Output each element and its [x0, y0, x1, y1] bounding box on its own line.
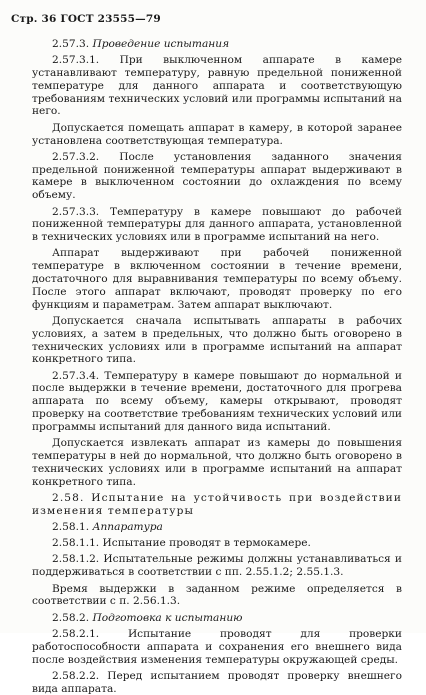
section-title: Аппаратура: [92, 520, 163, 533]
section-number: 2.58.1.: [52, 520, 90, 533]
paragraph: 2.57.3.4. Температуру в камере повышают до нормальной и после выдержки в течение времени, достаточного для прогрева аппарата по всему объему, камеры открывают, проводят проверку на соответствие требованиям технических условий или программы испытаний для данного вида испытаний.: [32, 369, 402, 433]
paragraph: 2.57.3.3. Температуру в камере повышают до рабочей пониженной температуры для данного аппарата, установленной в технических условиях или в программе испытаний на него.: [32, 205, 402, 244]
paragraph: Допускается извлекать аппарат из камеры до повышения температуры в ней до нормальной, что должно быть оговорено в технических условиях или в программе испытаний на аппарат конкретного типа.: [32, 437, 402, 488]
paragraph: Аппарат выдерживают при рабочей пониженной температуре в включенном состоянии в течение времени, достаточного для выравнивания температуры по всему объему. После этого аппарат включают, проводят проверку по его функциям и параметрам. Затем аппарат выключают.: [32, 247, 402, 311]
document-body: [32, 38, 402, 695]
paragraph: Время выдержки в заданном режиме определяется в соответствии с п. 2.56.1.3.: [32, 582, 402, 608]
section-title: Проведение испытания: [92, 38, 230, 50]
paragraph: 2.57.3.1. При выключенном аппарате в камере устанавливают температуру, равную предельной пониженной температуре для данного аппарата и соответствующую требованиям технических условий или программы испытаний на него.: [32, 54, 402, 118]
page-header: Стр. 36 ГОСТ 23555—79: [11, 13, 161, 25]
paragraph: Допускается сначала испытывать аппараты в рабочих условиях, а затем в предельных, что должно быть оговорено в технических условиях или в программе испытаний на аппарат конкретного типа.: [32, 314, 402, 366]
section-title: Подготовка к испытанию: [92, 611, 243, 624]
paragraph: Допускается помещать аппарат в камеру, в которой заранее установлена соответствующая температура.: [32, 121, 402, 147]
section-number: 2.58.2.: [52, 611, 90, 624]
section-number: 2.57.3.: [52, 38, 90, 50]
section-heading-2-57-3: [32, 38, 402, 51]
paragraph: 2.58.1.2. Испытательные режимы должны устанавливаться и поддерживаться в соответствии с пп. 2.55.1.2; 2.55.1.3.: [32, 553, 402, 579]
paragraph: 2.58.2.1. Испытание проводят для проверки работоспособности аппарата и сохранения его внешнего вида после воздействия изменения температуры окружающей среды.: [32, 627, 402, 666]
paragraph: 2.58.1.1. Испытание проводят в термокамере.: [52, 537, 311, 550]
paragraph: 2.58.2.2. Перед испытанием проводят проверку внешнего вида аппарата.: [32, 669, 402, 695]
section-heading-2-58-2: [32, 612, 402, 625]
paragraph: 2.57.3.2. После установления заданного значения предельной пониженной температуры аппарат выдерживают в камере в выключенном состоянии до охлаждения по всему объему.: [32, 150, 402, 202]
section-heading-2-58-1: [32, 521, 402, 534]
section-heading-2-58: 2.58. Испытание на устойчивость при воздействии изменения температуры: [32, 491, 402, 517]
